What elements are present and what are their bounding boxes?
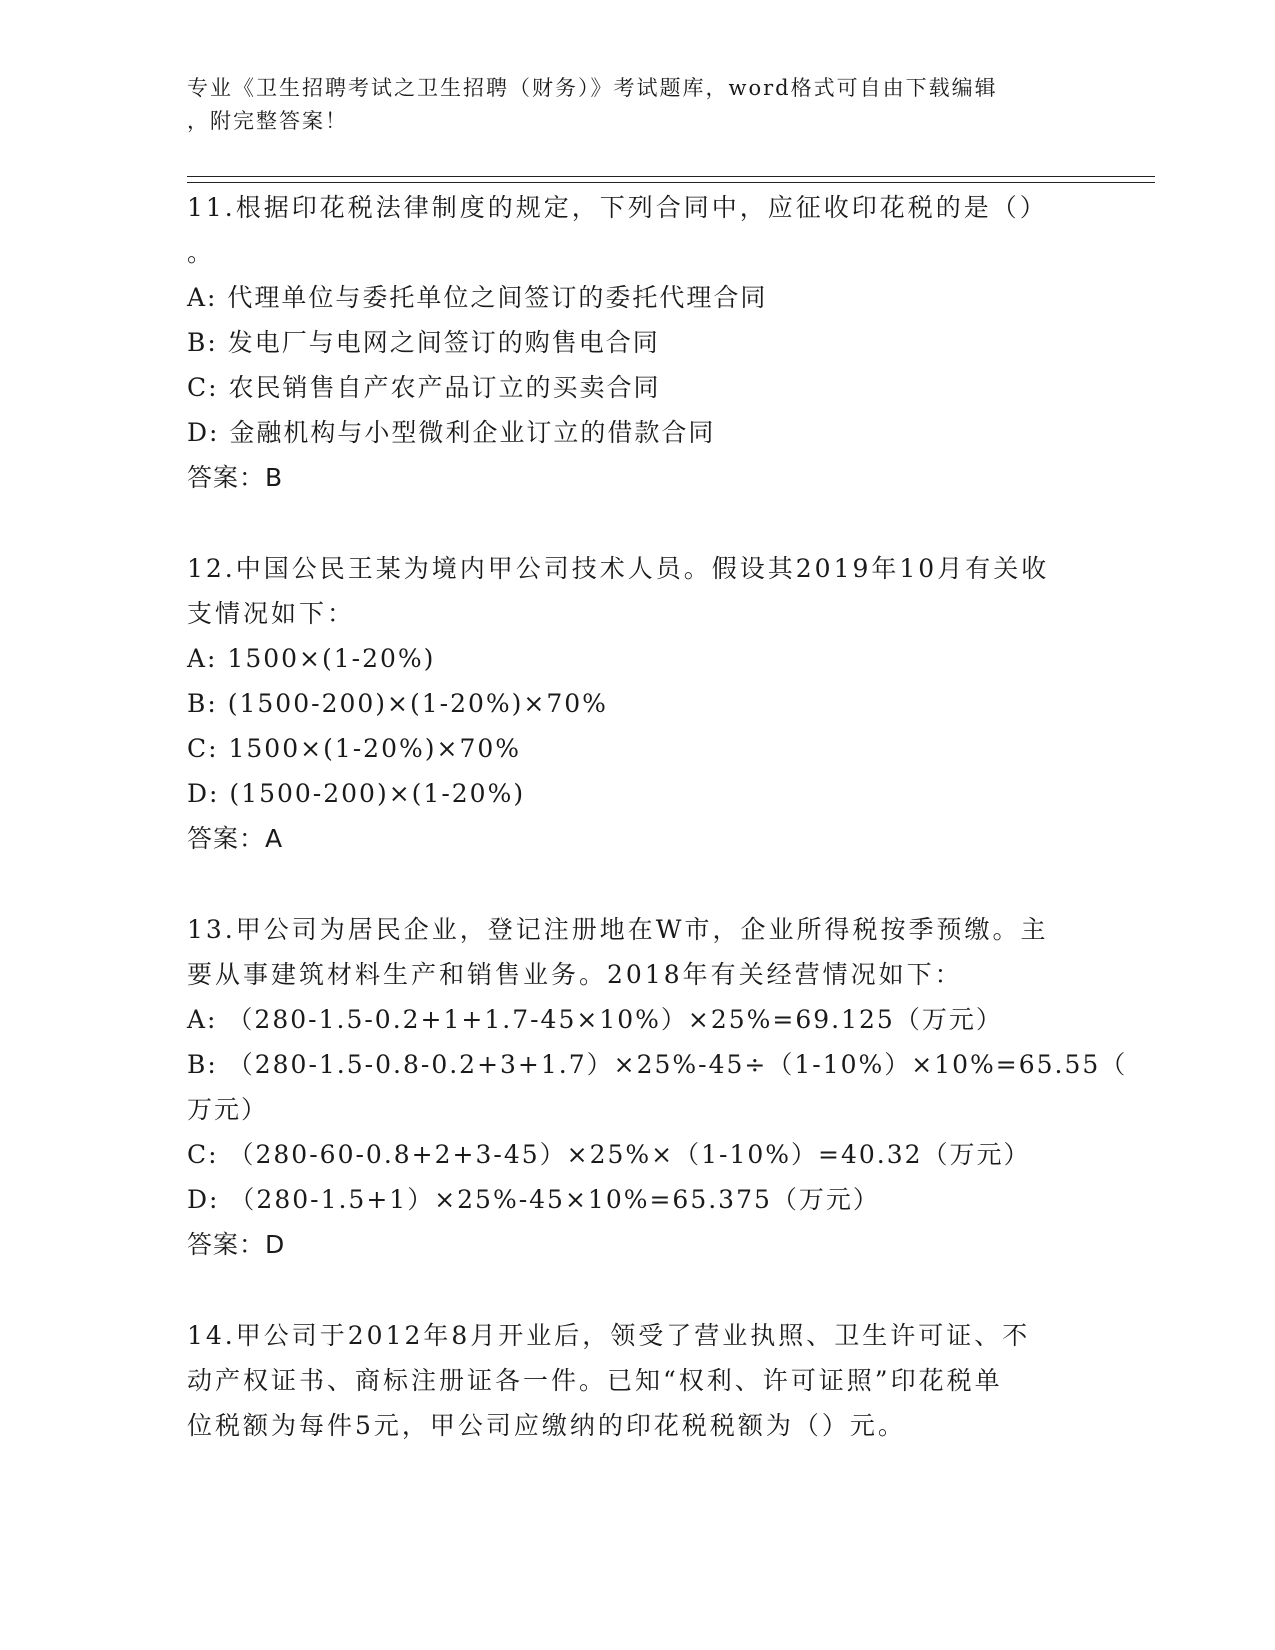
question-stem-line: 14.甲公司于2012年8月开业后，领受了营业执照、卫生许可证、不	[187, 1321, 1031, 1350]
header-line-2: ，附完整答案！	[187, 109, 348, 133]
document-header	[187, 72, 1067, 138]
question-list	[187, 185, 1128, 1448]
option-c: C: 农民销售自产农产品订立的买卖合同	[187, 373, 661, 402]
answer: 答案：D	[187, 1230, 286, 1259]
question-stem-line: 支情况如下：	[187, 599, 356, 628]
option-a: A: 代理单位与委托单位之间签订的委托代理合同	[187, 283, 768, 312]
header-divider-top	[187, 176, 1155, 177]
question-spacer	[187, 500, 1087, 546]
option-d: D: 金融机构与小型微利企业订立的借款合同	[187, 418, 716, 447]
option-b: B: (1500-200)×(1-20%)×70%	[187, 689, 608, 718]
question-stem-line: 11.根据印花税法律制度的规定，下列合同中，应征收印花税的是（）	[187, 193, 1048, 222]
question-spacer	[187, 1267, 1087, 1313]
header-line-1: 专业《卫生招聘考试之卫生招聘（财务）》考试题库，word格式可自由下载编辑	[187, 76, 998, 100]
header-divider-bottom	[187, 182, 1155, 183]
question-12	[187, 546, 1087, 861]
answer: 答案：B	[187, 463, 284, 492]
question-stem-line: 12.中国公民王某为境内甲公司技术人员。假设其2019年10月有关收	[187, 554, 1050, 583]
question-11	[187, 185, 1087, 500]
question-stem-line: 要从事建筑材料生产和销售业务。2018年有关经营情况如下：	[187, 960, 963, 989]
option-b: B: 发电厂与电网之间签订的购售电合同	[187, 328, 660, 357]
question-13	[187, 907, 1128, 1267]
option-d: D: (1500-200)×(1-20%)	[187, 779, 526, 808]
option-a: A: 1500×(1-20%)	[187, 644, 436, 673]
question-stem-line: 13.甲公司为居民企业，登记注册地在W市，企业所得税按季预缴。主	[187, 915, 1049, 944]
option-c: C: （280-60-0.8+2+3-45）×25%×（1-10%）=40.32（万元）	[187, 1140, 1031, 1169]
option-c: C: 1500×(1-20%)×70%	[187, 734, 522, 763]
question-spacer	[187, 861, 1087, 907]
question-stem-line: 动产权证书、商标注册证各一件。已知“权利、许可证照”印花税单	[187, 1366, 1003, 1395]
question-14	[187, 1313, 1087, 1448]
option-a: A: （280-1.5-0.2+1+1.7-45×10%）×25%=69.125（万元）	[187, 1005, 1003, 1034]
option-b: B: （280-1.5-0.8-0.2+3+1.7）×25%-45÷（1-10%）×10%=65.55（	[187, 1050, 1128, 1079]
answer: 答案：A	[187, 824, 284, 853]
option-b-continued: 万元）	[187, 1095, 269, 1124]
question-stem-line: 位税额为每件5元，甲公司应缴纳的印花税税额为（）元。	[187, 1411, 906, 1440]
question-stem-line: 。	[187, 238, 216, 267]
option-d: D: （280-1.5+1）×25%-45×10%=65.375（万元）	[187, 1185, 880, 1214]
